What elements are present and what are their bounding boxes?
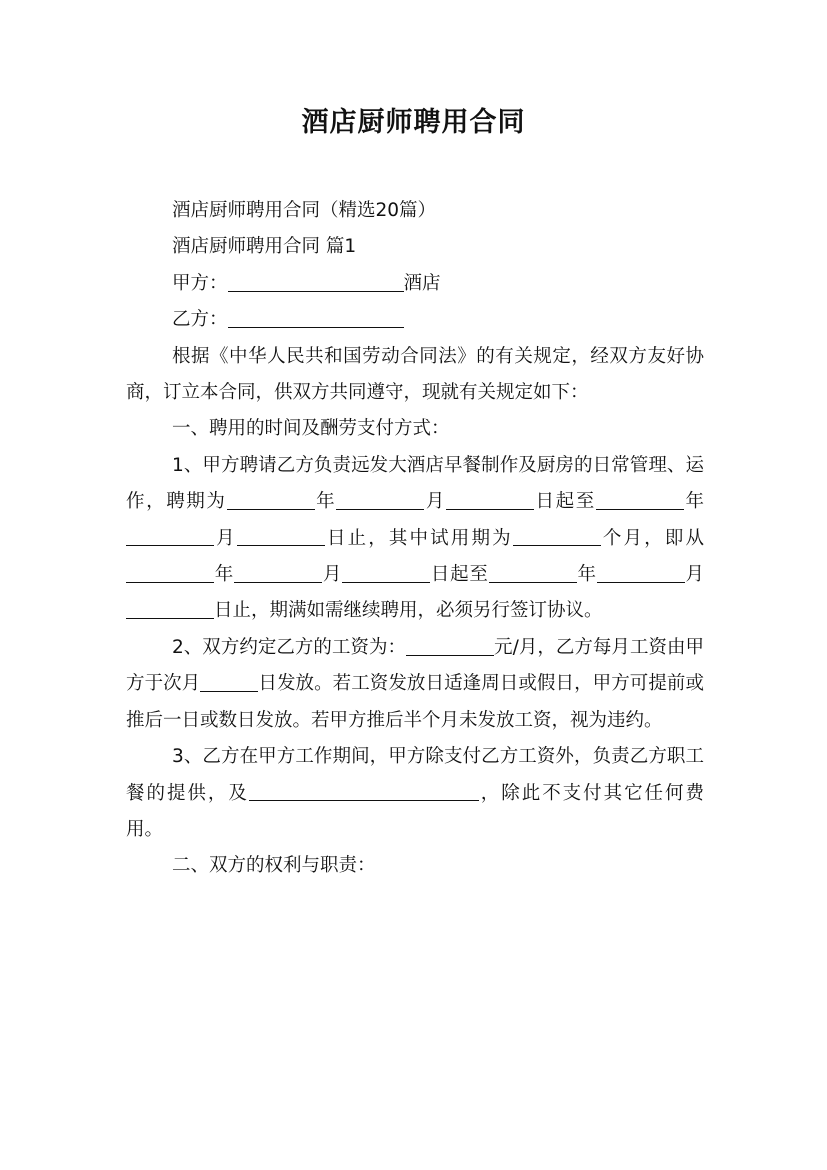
blank	[342, 563, 430, 583]
blank	[446, 491, 534, 511]
clause-2-text: 2、双方约定乙方的工资为：	[172, 636, 407, 658]
year-label: 年	[683, 491, 704, 513]
month-label: 月	[322, 564, 343, 586]
blank	[237, 527, 325, 547]
clause-3-text: 3、乙方在甲方工作期间，甲方除支付乙方工资外，负责乙方职工餐的提供，及	[126, 746, 704, 804]
party-b-line	[126, 302, 704, 338]
salary-blank	[406, 636, 494, 656]
party-b-label: 乙方：	[172, 309, 228, 331]
clause-2-text: 日发放。若工资发放日适逢周日或假日，甲方可提前或推后一日或数日发放。若甲方推后半个月未发放工资，视为违约。	[126, 673, 704, 731]
blank	[513, 527, 601, 547]
clause-3	[126, 739, 704, 848]
document-body	[126, 193, 704, 885]
blank	[596, 491, 684, 511]
blank	[489, 563, 577, 583]
month-label: 月	[684, 564, 704, 586]
clause-2-text: 元/月，乙方每月工资由甲方于次月	[126, 636, 704, 695]
months-label: 个月，即从	[600, 527, 704, 549]
clause-1	[126, 448, 704, 630]
clause-1-text: 1、甲方聘请乙方负责远发大酒店早餐制作及厨房的日常管理、运作，聘期为	[126, 454, 704, 513]
section-title: 酒店厨师聘用合同 篇1	[172, 236, 357, 258]
party-a-line	[126, 266, 704, 302]
party-b-blank	[228, 308, 404, 328]
party-a-label: 甲方：	[172, 272, 228, 294]
blank	[597, 563, 685, 583]
month-label: 月	[424, 491, 446, 513]
year-label: 年	[214, 564, 235, 586]
subtitle: 酒店厨师聘用合同（精选20篇）	[172, 200, 437, 221]
blank	[126, 527, 214, 547]
day-end-label: 日止，期满如需继续聘用，必须另行签订协议。	[214, 600, 603, 622]
party-a-blank	[228, 272, 404, 292]
party-a-suffix: 酒店	[403, 272, 441, 294]
blank	[234, 563, 322, 583]
blank	[126, 563, 214, 583]
day-end-label: 日止，其中试用期为	[324, 527, 513, 549]
blank	[227, 491, 315, 511]
blank	[126, 600, 214, 620]
month-label: 月	[214, 527, 237, 549]
day-start-label: 日起至	[533, 491, 596, 513]
blank	[336, 491, 424, 511]
year-label: 年	[576, 564, 597, 586]
day-start-label: 日起至	[430, 564, 489, 586]
year-label: 年	[314, 491, 337, 513]
clause-2	[126, 630, 704, 739]
document-title: 酒店厨师聘用合同	[301, 107, 526, 138]
heading-1: 一、聘用的时间及酬劳支付方式：	[172, 418, 450, 440]
payday-blank	[200, 673, 258, 693]
intro-paragraph: 根据《中华人民共和国劳动合同法》的有关规定，经双方友好协商，订立本合同，供双方共同遵守，现就有关规定如下：	[126, 345, 704, 404]
clause-3-text: ，除此不支付其它任何费用。	[126, 782, 704, 840]
benefits-blank	[249, 782, 479, 802]
heading-2: 二、双方的权利与职责：	[172, 855, 376, 877]
